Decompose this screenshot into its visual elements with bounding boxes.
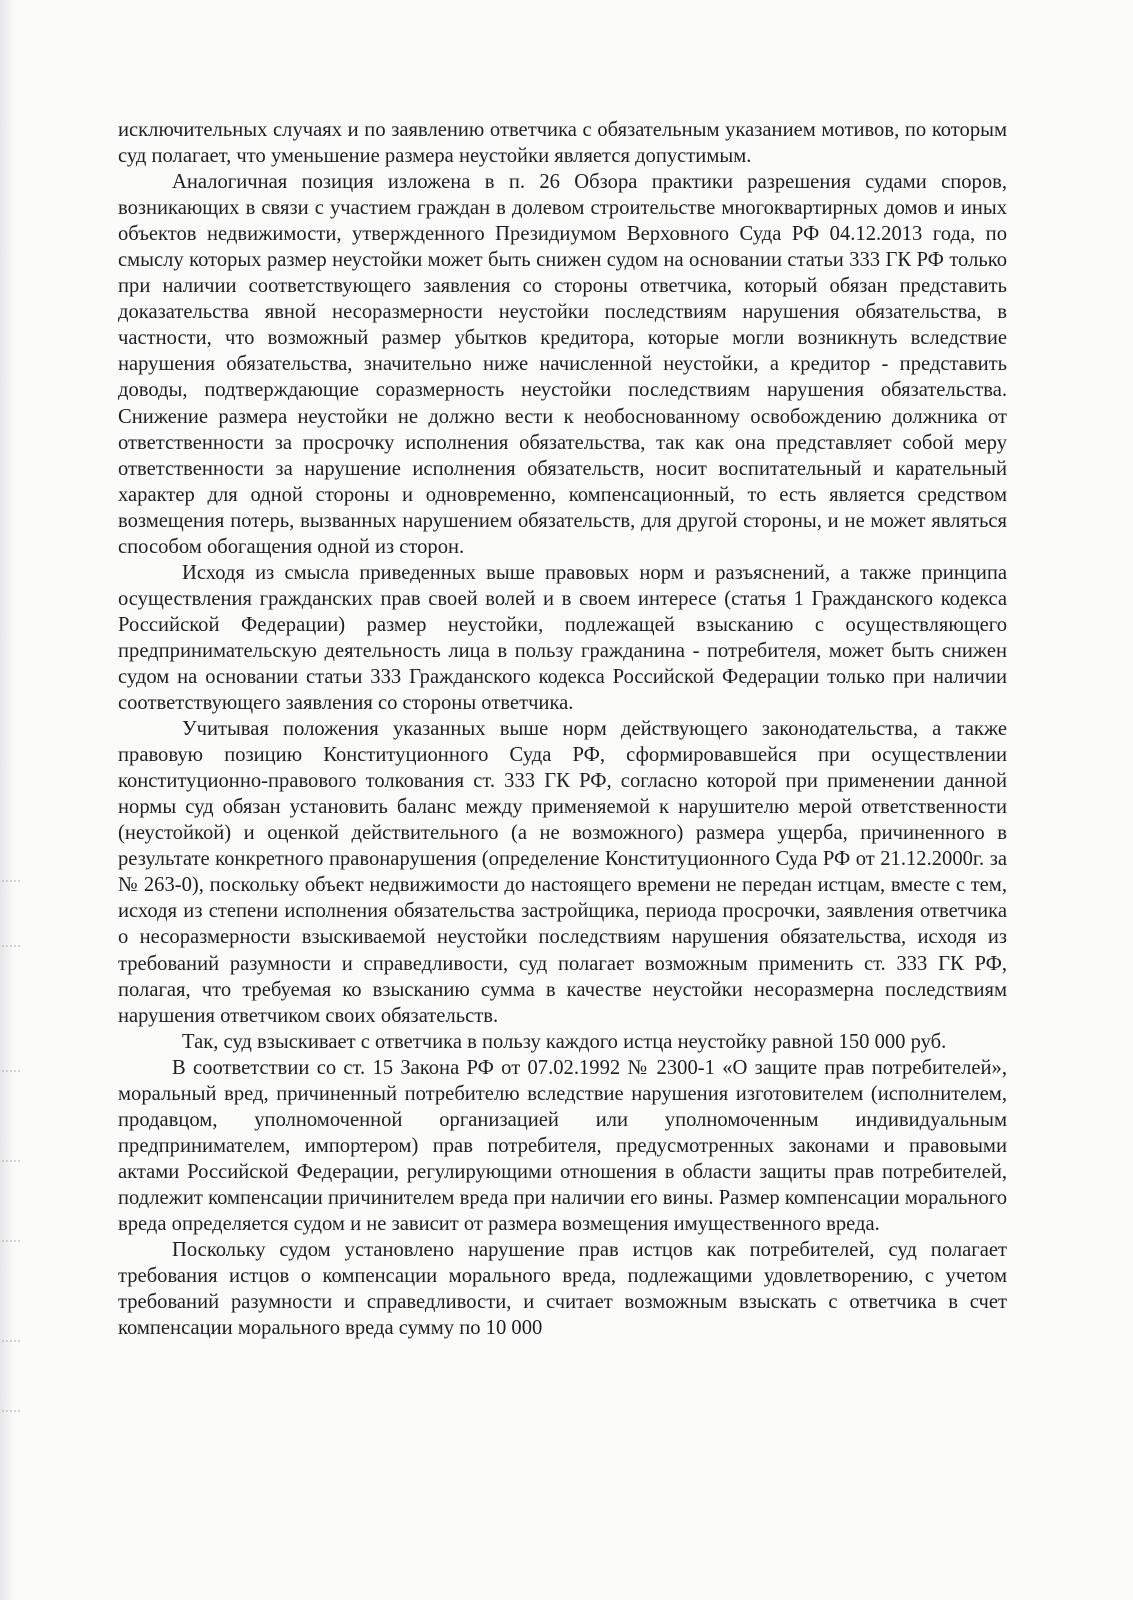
paragraph-consumer-law: В соответствии со ст. 15 Закона РФ от 07.02.1992 № 2300-1 «О защите прав потребителей», моральный вред, причиненный потребителю вследствие нарушения изготовителем (исполнителем, продавцом, уполномоченной организацией или уполномоченным индивидуальным предпринимателем, импортером) прав потребителя, предусмотренных законами и правовыми актами Российской Федерации, регулирующими отношения в области защиты прав потребителей, подлежит компенсации причинителем вреда при наличии его вины. Размер компенсации морального вреда определяется судом и не зависит от размера возмещения имущественного вреда. — [118, 1056, 1007, 1235]
bleed-through-mark — [2, 1340, 20, 1343]
paragraph-moral-damage: Поскольку судом установлено нарушение прав истцов как потребителей, суд полагает требования истцов о компенсации морального вреда, подлежащими удовлетворению, с учетом требований разумности и справедливости, и считает возможным взыскать с ответчика в счет компенсации морального вреда сумму по 10 000 — [118, 1239, 1007, 1340]
document-body — [118, 117, 1007, 1341]
scan-left-edge — [0, 0, 14, 1600]
paragraph-legal-norms: Исходя из смысла приведенных выше правовых норм и разъяснений, а также принципа осуществления гражданских прав своей волей и в своем интересе (статья 1 Гражданского кодекса Российской Федерации) размер неустойки, подлежащей взысканию с осуществляющего предпринимательскую деятельность лица в пользу гражданина - потребителя, может быть снижен судом на основании статьи 333 Гражданского кодекса Российской Федерации только при наличии соответствующего заявления со стороны ответчика. — [118, 561, 1007, 715]
paragraph-review-practice: Аналогичная позиция изложена в п. 26 Обзора практики разрешения судами споров, возникающих в связи с участием граждан в долевом строительстве многоквартирных домов и иных объектов недвижимости, утвержденного Президиумом Верховного Суда РФ 04.12.2013 года, по смыслу которых размер неустойки может быть снижен судом на основании статьи 333 ГК РФ только при наличии соответствующего заявления со стороны ответчика, который обязан представить доказательства явной несоразмерности неустойки последствиям нарушения обязательства, в частности, что возможный размер убытков кредитора, которые могли возникнуть вследствие нарушения обязательства, значительно ниже начисленной неустойки, а кредитор - представить доводы, подтверждающие соразмерность неустойки последствиям нарушения обязательства. Снижение размера неустойки не должно вести к необоснованному освобождению должника от ответственности за просрочку исполнения обязательства, так как она представляет собой меру ответственности за нарушение исполнения обязательств, носит воспитательный и карательный характер для одной стороны и одновременно, компенсационный, то есть является средством возмещения потерь, вызванных нарушением обязательств, для другой стороны, и не может являться способом обогащения одной из сторон. — [118, 171, 1007, 558]
bleed-through-mark — [2, 1410, 20, 1413]
paragraph-continuation: исключительных случаях и по заявлению ответчика с обязательным указанием мотивов, по которым суд полагает, что уменьшение размера неустойки является допустимым. — [118, 119, 1007, 168]
bleed-through-mark — [2, 880, 20, 883]
paragraph-penalty-amount: Так, суд взыскивает с ответчика в пользу каждого истца неустойку равной 150 000 руб. — [182, 1030, 947, 1053]
bleed-through-mark — [2, 1240, 20, 1243]
paragraph-constitutional-court: Учитывая положения указанных выше норм действующего законодательства, а также правовую позицию Конституционного Суда РФ, сформировавшейся при осуществлении конституционно-правового толкования ст. 333 ГК РФ, согласно которой при применении данной нормы суд обязан установить баланс между применяемой к нарушителю мерой ответственности (неустойкой) и оценкой действительного (а не возможного) размера ущерба, причиненного в результате конкретного правонарушения (определение Конституционного Суда РФ от 21.12.2000г. за № 263-0), поскольку объект недвижимости до настоящего времени не передан истцам, вместе с тем, исходя из степени исполнения обязательства застройщика, периода просрочки, заявления ответчика о несоразмерности взыскиваемой неустойки последствиям нарушения обязательства, исходя из требований разумности и справедливости, суд полагает возможным применить ст. 333 ГК РФ, полагая, что требуемая ко взысканию сумма в качестве неустойки несоразмерна последствиям нарушения ответчиком своих обязательств. — [118, 718, 1007, 1027]
bleed-through-mark — [2, 1070, 20, 1073]
bleed-through-mark — [2, 1160, 20, 1163]
bleed-through-mark — [2, 945, 20, 948]
